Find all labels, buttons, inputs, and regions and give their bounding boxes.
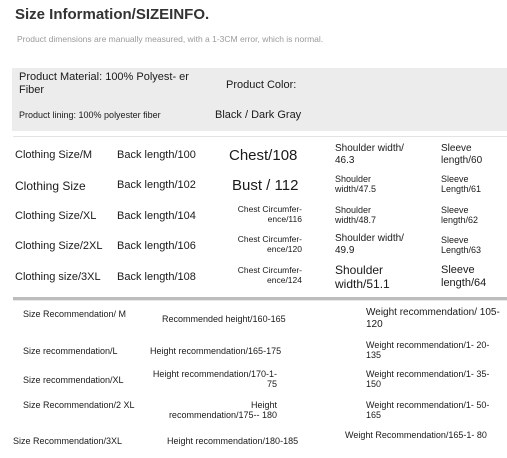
size-label: Clothing size/3XL: [15, 271, 101, 283]
size-label: Clothing Size: [15, 179, 86, 193]
sleeve-length: Sleeve length/60: [441, 143, 483, 166]
product-color-value: Black / Dark Gray: [215, 109, 302, 121]
size-recommendation: Size Recommendation/ M: [23, 309, 127, 319]
sleeve-length: Sleeve Length/61: [441, 174, 482, 195]
weight-recommendation: Weight recommendation/1- 20-135: [366, 340, 490, 361]
height-recommendation: Height recommendation/180-185: [167, 436, 299, 446]
weight-recommendation: Weight recommendation/1- 35-150: [366, 369, 490, 390]
shoulder-width: Shoulder width/ 46.3: [335, 143, 404, 166]
sleeve-length: Sleeve length/64: [441, 264, 487, 289]
chest-circumference: Chest Circumfer- ence/120: [237, 234, 302, 254]
product-lining: Product lining: 100% polyester fiber: [19, 110, 161, 120]
product-info-panel: [12, 68, 507, 131]
sleeve-length: Sleeve length/62: [441, 205, 479, 226]
back-length: Back length/104: [117, 210, 196, 222]
size-recommendation: Size Recommendation/3XL: [13, 436, 123, 446]
shoulder-width: Shoulder width/ 49.9: [335, 233, 404, 256]
product-color-label: Product Color:: [226, 79, 297, 91]
size-label: Clothing Size/M: [15, 149, 93, 161]
product-material: Product Material: 100% Polyest- er Fiber: [19, 71, 189, 96]
section-divider: [13, 136, 507, 137]
height-recommendation: Height recommendation/165-175: [150, 346, 282, 356]
size-label: Clothing Size/2XL: [15, 240, 103, 252]
size-recommendation: Size recommendation/XL: [23, 375, 124, 385]
weight-recommendation: Weight recommendation/ 105-120: [366, 307, 500, 330]
back-length: Back length/100: [117, 149, 196, 161]
height-recommendation: Recommended height/160-165: [162, 314, 286, 324]
size-recommendation: Size Recommendation/2 XL: [23, 400, 135, 410]
chest: Chest/108: [229, 147, 298, 164]
shoulder-width: Shoulder width/48.7: [335, 205, 377, 226]
size-recommendation: Size recommendation/L: [23, 346, 118, 356]
shoulder-width: Shoulder width/47.5: [335, 174, 377, 195]
back-length: Back length/106: [117, 240, 196, 252]
weight-recommendation: Weight recommendation/1- 50-165: [366, 400, 490, 421]
back-length: Back length/102: [117, 179, 196, 191]
height-recommendation: Height recommendation/175-- 180: [168, 400, 277, 421]
size-label: Clothing Size/XL: [15, 210, 97, 222]
weight-recommendation: Weight Recommendation/165-1- 80: [345, 430, 487, 440]
page-title: Size Information/SIZEINFO.: [15, 6, 210, 23]
height-recommendation: Height recommendation/170-1- 75: [152, 369, 277, 390]
page-subtitle: Product dimensions are manually measured, with a 1-3CM error, which is normal.: [17, 34, 324, 44]
chest: Bust / 112: [232, 177, 299, 194]
shoulder-width: Shoulder width/51.1: [335, 263, 390, 291]
section-divider: [13, 300, 507, 301]
chest-circumference: Chest Circumfer- ence/124: [237, 265, 302, 285]
chest-circumference: Chest Circumfer- ence/116: [237, 204, 302, 224]
sleeve-length: Sleeve Length/63: [441, 235, 482, 256]
back-length: Back length/108: [117, 271, 196, 283]
